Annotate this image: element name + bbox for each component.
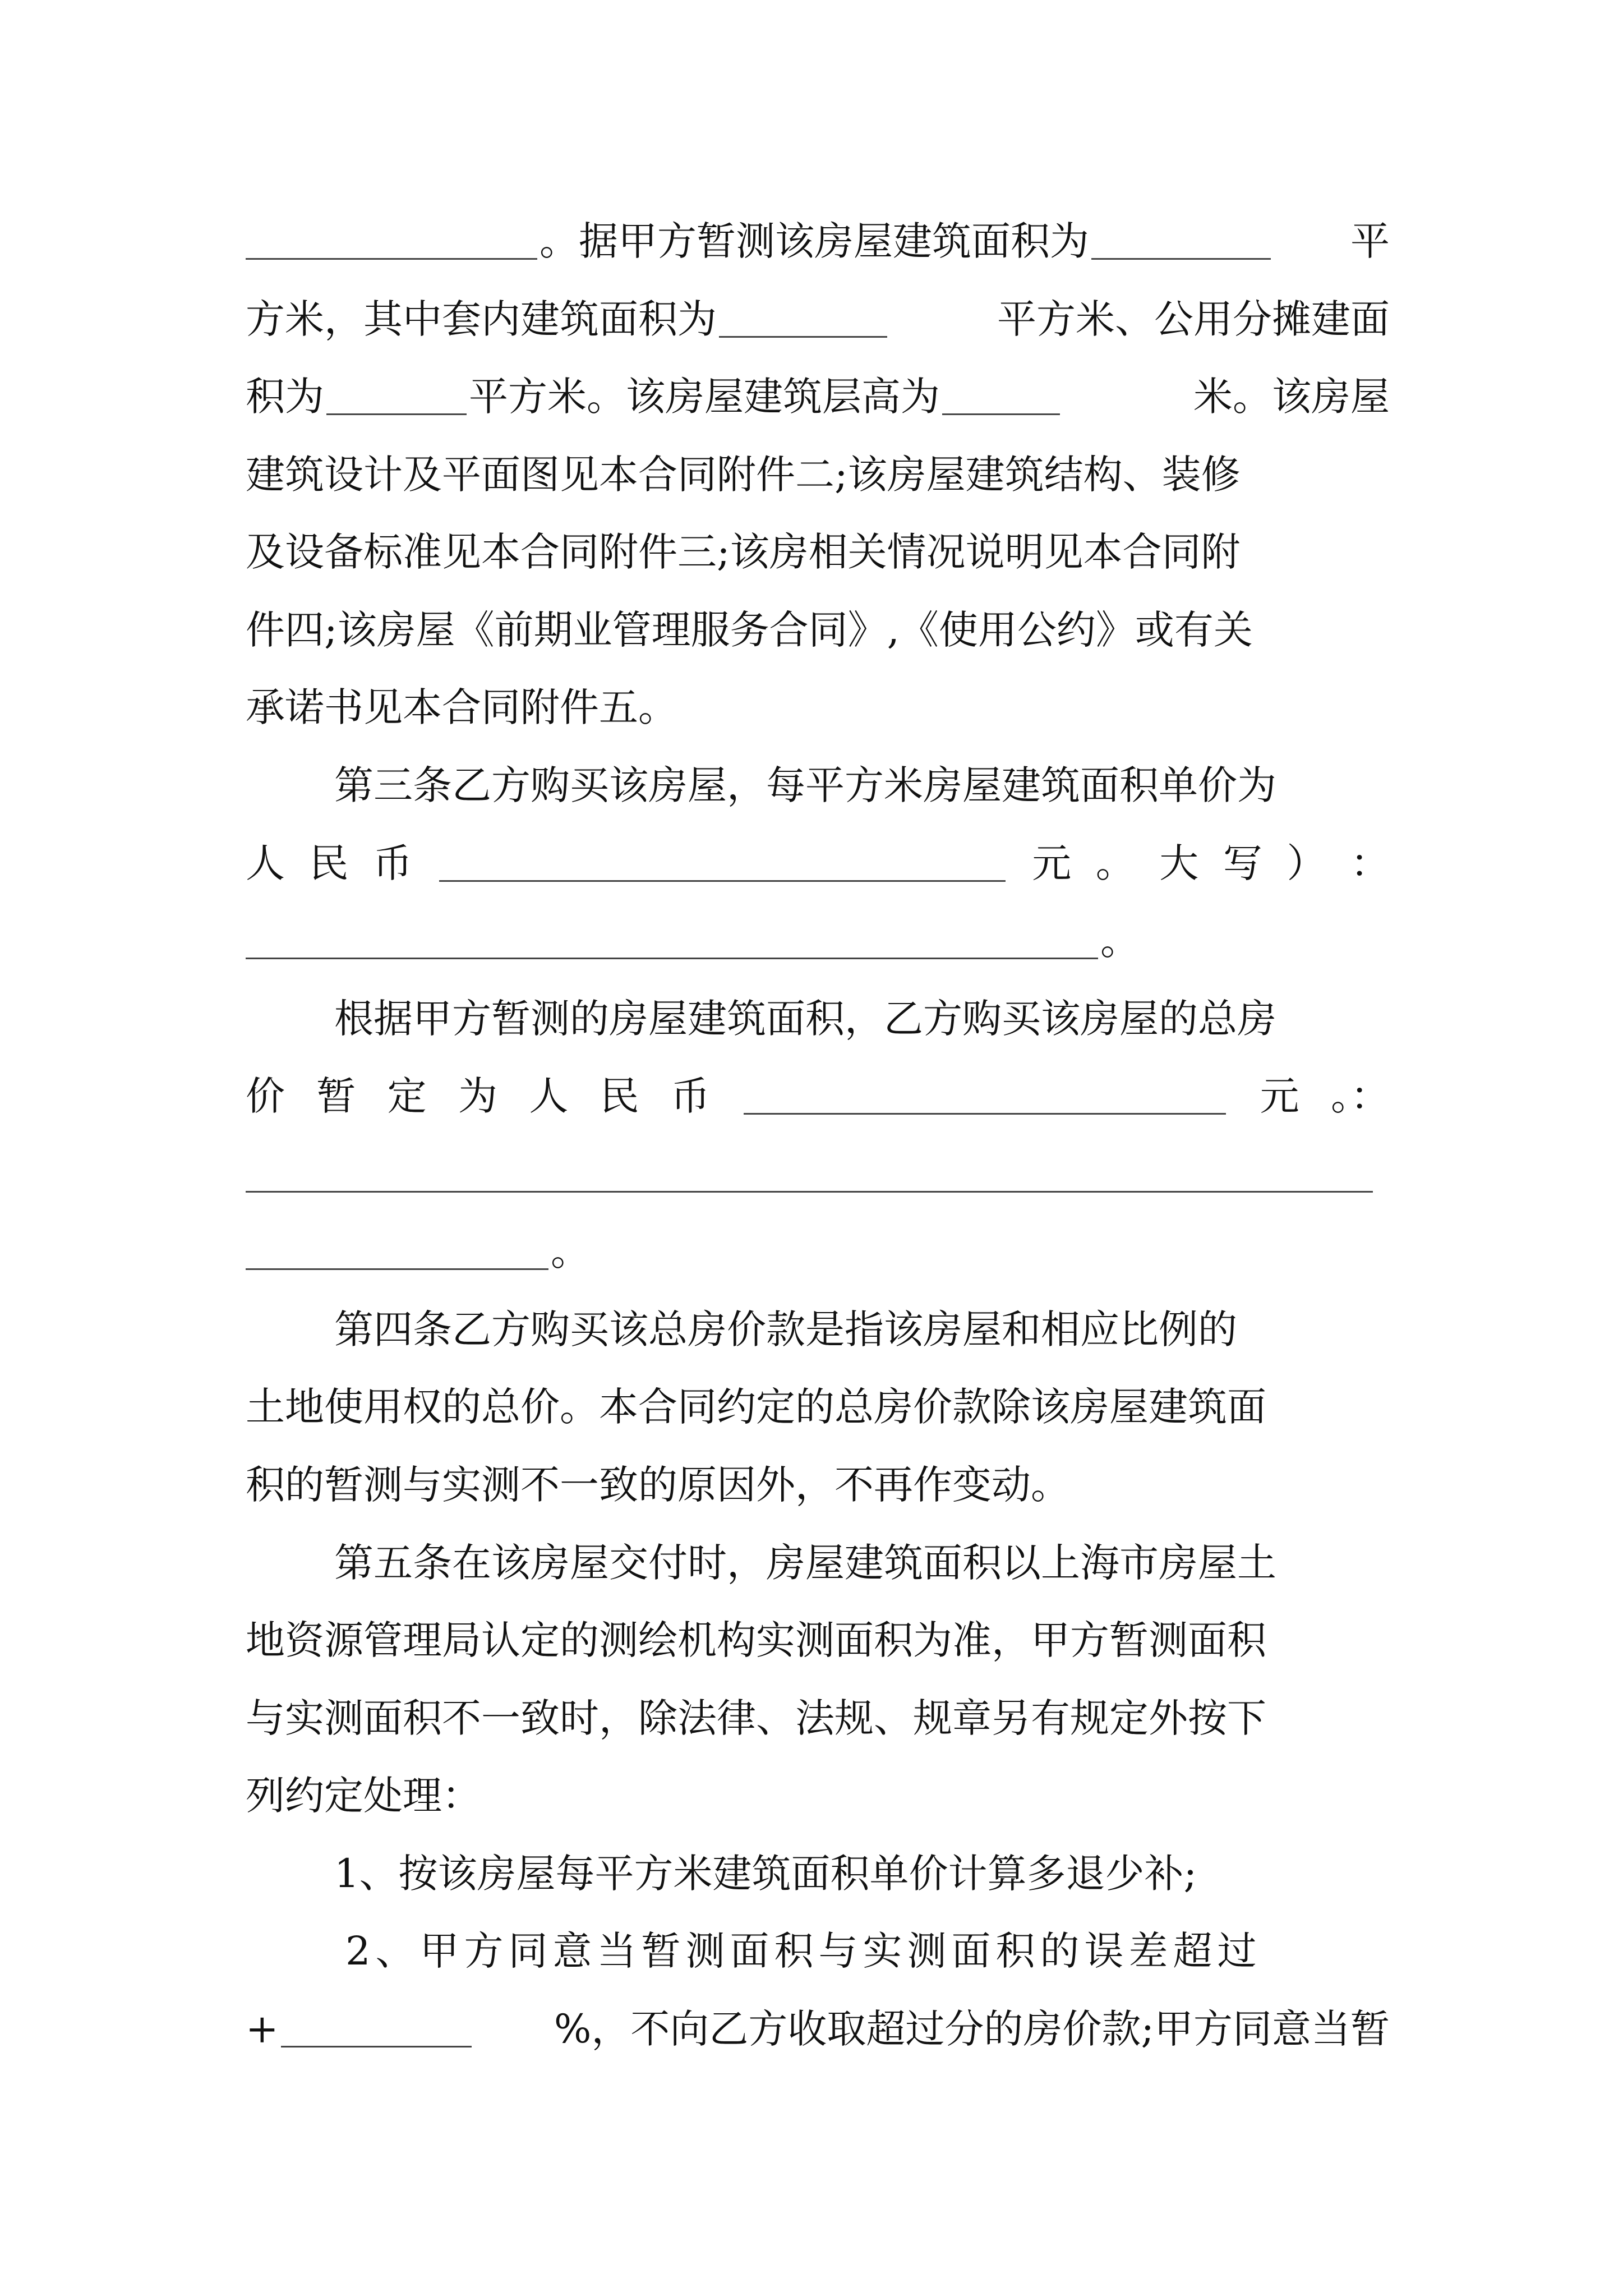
text-segment: 2、甲方同意当暂测面积与实测面积的误差超过 (345, 1928, 1262, 1974)
text-segment: 积的暂测与实测不一致的原因外，不再作变动。 (246, 1462, 1070, 1508)
text-segment: 第三条乙方购买该房屋，每平方米房屋建筑面积单价为 (334, 762, 1276, 808)
fill-blank[interactable] (281, 2011, 472, 2047)
text-segment: 及设备标准见本合同附件三;该房相关情况说明见本合同附 (246, 529, 1241, 575)
text-segment: 第五条在该房屋交付时，房屋建筑面积以上海市房屋土 (334, 1540, 1276, 1586)
text-line (246, 1376, 1390, 1438)
fill-blank[interactable] (326, 379, 467, 415)
char: ） (1287, 840, 1326, 886)
text-line (246, 521, 1390, 583)
fill-blank[interactable] (246, 923, 1098, 959)
text-segment: %，不向乙方收取超过分的房价款;甲方同意当暂 (554, 2006, 1390, 2052)
fill-blank[interactable] (744, 1078, 1226, 1115)
char: 。 (1095, 840, 1135, 886)
text-segment: 与实测面积不一致时，除法律、法规、规章另有规定外按下 (246, 1695, 1266, 1741)
text-segment: 土地使用权的总价。本合同约定的总房价款除该房屋建筑面 (246, 1384, 1266, 1430)
text-line (246, 1065, 1390, 1127)
text-segment: 地资源管理局认定的测绘机构实测面积为准，甲方暂测面积 (246, 1617, 1266, 1663)
char: 人 (529, 1073, 569, 1119)
char: 元 (1260, 1073, 1299, 1119)
text-segment: 根据甲方暂测的房屋建筑面积，乙方购买该房屋的总房 (334, 996, 1276, 1042)
text-line (246, 1609, 1390, 1671)
char: 币 (670, 1073, 710, 1119)
char: ： (1350, 840, 1390, 886)
text-segment: + (246, 2006, 279, 2052)
fill-blank[interactable] (1091, 223, 1271, 260)
char: 价 (246, 1073, 285, 1119)
article-4-heading (334, 1299, 1390, 1360)
char: 民 (600, 1073, 639, 1119)
article-5-heading (334, 1532, 1390, 1594)
text-segment: 米。该房屋 (1193, 374, 1390, 420)
char: 元 (1032, 840, 1072, 886)
char: 大 (1159, 840, 1199, 886)
article-3-heading (334, 754, 1390, 816)
char: 暂 (316, 1073, 356, 1119)
char: 人 (246, 840, 285, 886)
text-segment: 平方米、公用分摊建面 (997, 296, 1390, 342)
text-line (246, 1221, 1390, 1282)
text-segment: 方米，其中套内建筑面积为 (246, 296, 717, 342)
text-line (246, 288, 1390, 350)
text-line (246, 366, 1390, 427)
text-segment: 件四;该房屋《前期业管理服务合同》,《使用公约》或有关 (246, 607, 1253, 653)
fill-blank[interactable] (246, 1156, 1373, 1193)
text-segment: 平 (1350, 218, 1390, 264)
fill-blank[interactable] (246, 223, 537, 260)
text-segment: 。据甲方暂测该房屋建筑面积为 (540, 218, 1089, 264)
fill-blank[interactable] (439, 845, 1006, 882)
text-segment: 第四条乙方购买该总房价款是指该房屋和相应比例的 (334, 1306, 1237, 1352)
char: 币 (373, 840, 413, 886)
fill-blank[interactable] (942, 379, 1060, 415)
text-segment: 建筑设计及平面图见本合同附件二;该房屋建筑结构、装修 (246, 452, 1241, 498)
text-segment: 列约定处理： (246, 1773, 481, 1819)
text-line (246, 599, 1390, 661)
text-segment: 。 (551, 1228, 590, 1274)
text-segment: 积为 (246, 374, 324, 420)
text-line (246, 210, 1390, 272)
fill-blank[interactable] (719, 301, 887, 338)
text-line (246, 1454, 1390, 1516)
char: 为 (458, 1073, 497, 1119)
list-item (334, 1843, 1390, 1904)
list-item (345, 1920, 1390, 1982)
text-line (246, 1998, 1390, 2060)
text-line (246, 677, 1390, 738)
char: 民 (309, 840, 349, 886)
char: 写 (1223, 840, 1262, 886)
text-line (246, 910, 1390, 972)
text-line (246, 1687, 1390, 1749)
text-line (246, 1143, 1390, 1205)
text-segment: 1、按该房屋每平方米建筑面积单价计算多退少补; (334, 1851, 1197, 1897)
text-line (246, 832, 1390, 894)
char: 。： (1330, 1073, 1390, 1119)
text-segment: 平方米。该房屋建筑层高为 (469, 374, 940, 420)
char: 定 (387, 1073, 427, 1119)
text-segment: 。 (1100, 918, 1140, 964)
text-line (246, 444, 1390, 505)
text-line (246, 1765, 1390, 1826)
fill-blank[interactable] (246, 1234, 548, 1270)
text-line (334, 988, 1390, 1050)
text-segment: 承诺书见本合同附件五。 (246, 684, 677, 730)
